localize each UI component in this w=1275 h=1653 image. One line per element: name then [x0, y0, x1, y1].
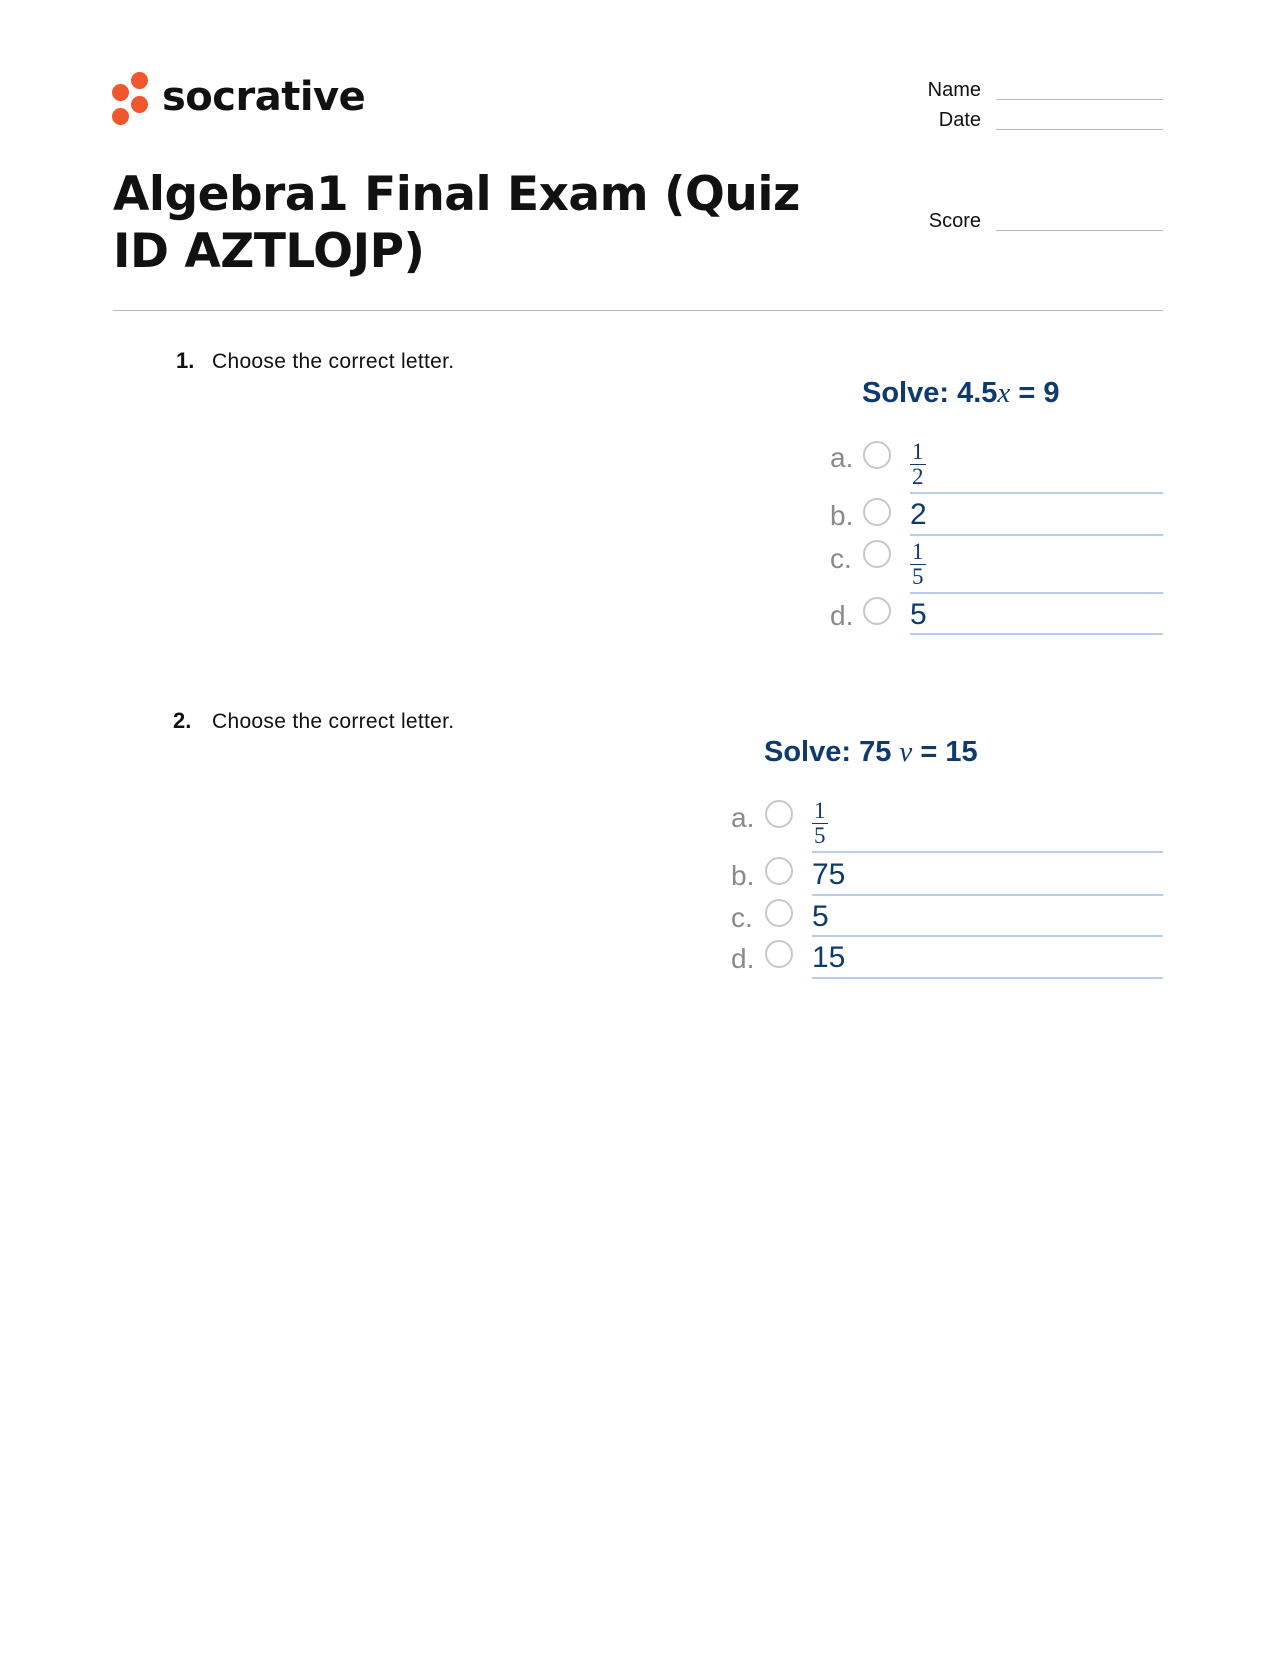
option-d-radio[interactable] — [765, 940, 793, 968]
option-b-value: 75 — [812, 858, 846, 891]
option-letter: c. — [731, 902, 753, 933]
numerator: 1 — [912, 539, 924, 564]
option-c-value: 5 — [812, 900, 829, 933]
option-c-radio[interactable] — [863, 540, 891, 568]
option-a-fraction — [812, 799, 828, 848]
option-d-radio[interactable] — [863, 597, 891, 625]
brand-name: socrative — [162, 74, 366, 120]
option-c-radio[interactable] — [765, 899, 793, 927]
denominator: 5 — [912, 564, 924, 589]
option-letter: b. — [731, 860, 755, 891]
name-line — [996, 99, 1163, 100]
option-b-radio[interactable] — [765, 857, 793, 885]
question-prompt: Choose the correct letter. — [212, 710, 455, 733]
equation-suffix: = 15 — [912, 736, 978, 768]
denominator: 5 — [814, 823, 826, 848]
option-a-radio[interactable] — [863, 441, 891, 469]
question-prompt: Choose the correct letter. — [212, 350, 455, 373]
option-line — [910, 534, 1163, 536]
question-number: 1. — [176, 348, 195, 373]
numerator: 1 — [912, 439, 924, 464]
option-line — [812, 851, 1163, 853]
option-c-fraction — [910, 540, 926, 589]
option-line — [910, 592, 1163, 594]
page-title: Algebra1 Final Exam (Quiz ID AZTLOJP) — [113, 167, 800, 279]
name-label: Name — [927, 79, 981, 101]
equation-variable: x — [997, 377, 1011, 409]
option-line — [812, 894, 1163, 896]
equation-variable: v — [899, 736, 913, 768]
option-letter: c. — [830, 543, 852, 574]
question-equation — [862, 377, 1059, 410]
option-a-radio[interactable] — [765, 800, 793, 828]
option-b-radio[interactable] — [863, 498, 891, 526]
socrative-logo-icon — [112, 72, 152, 122]
date-label: Date — [938, 109, 981, 131]
option-line — [910, 633, 1163, 635]
option-letter: a. — [830, 442, 854, 473]
option-a-fraction — [910, 440, 926, 489]
equation-suffix: = 9 — [1010, 377, 1060, 409]
equation-prefix: Solve: 4.5 — [862, 377, 998, 409]
option-letter: d. — [830, 600, 854, 631]
divider — [113, 310, 1163, 311]
equation-prefix: Solve: 75 — [764, 736, 900, 768]
option-d-value: 15 — [812, 941, 846, 974]
option-letter: b. — [830, 500, 854, 531]
numerator: 1 — [814, 798, 826, 823]
question-equation — [764, 736, 978, 769]
date-line — [996, 129, 1163, 130]
option-line — [812, 977, 1163, 979]
question-number: 2. — [173, 708, 192, 733]
option-line — [812, 935, 1163, 937]
option-d-value: 5 — [910, 598, 927, 631]
option-letter: a. — [731, 802, 755, 833]
score-label: Score — [928, 210, 981, 232]
score-line — [996, 230, 1163, 231]
denominator: 2 — [912, 464, 924, 489]
option-letter: d. — [731, 943, 755, 974]
option-line — [910, 492, 1163, 494]
option-b-value: 2 — [910, 498, 927, 531]
